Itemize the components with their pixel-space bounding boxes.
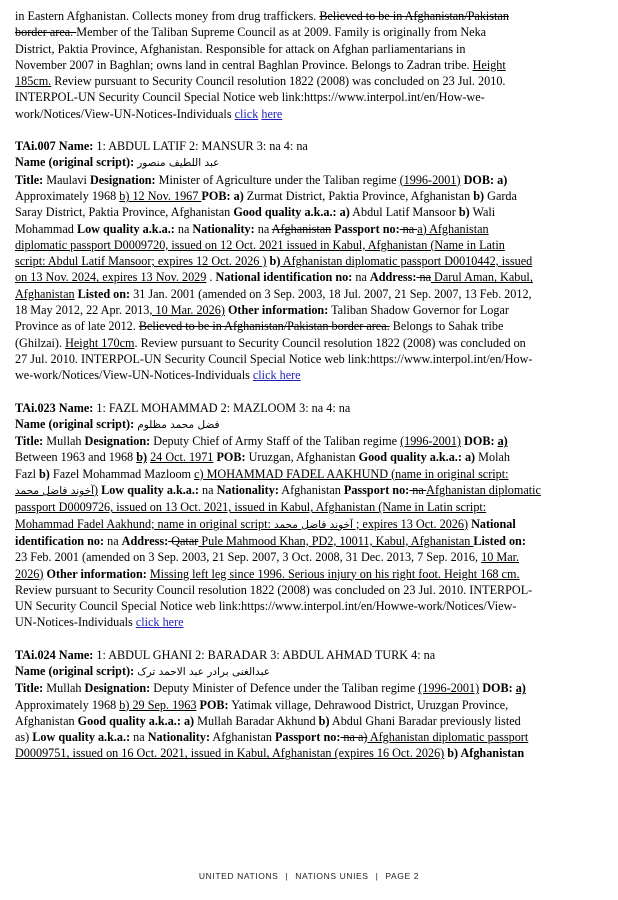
underlined-text: 2026) — [15, 566, 44, 581]
text: Yatimak village, Dehrawood District, Uruzgan Province, — [228, 697, 509, 712]
text-line — [15, 172, 613, 188]
label: Good quality a.k.a.: — [77, 713, 181, 728]
struck-text: na — [409, 483, 427, 498]
label: b) — [39, 466, 50, 481]
struck-text: na — [399, 221, 418, 236]
underlined-label: a) — [497, 434, 508, 449]
label: Designation: — [84, 681, 151, 696]
text: Taliban Shadow Governor for Logar — [328, 303, 509, 318]
entry-tai-023 — [15, 400, 613, 631]
click-link[interactable]: click — [234, 106, 259, 121]
text: Mullah — [43, 681, 85, 696]
text-line — [15, 73, 613, 89]
underlined-text: Mohammad Fadel Aakhund; name in original script: — [15, 516, 274, 531]
label: Name (original script): — [15, 416, 135, 431]
text-line — [15, 566, 613, 582]
page-number: PAGE 2 — [385, 871, 420, 881]
label: Listed on: — [74, 286, 131, 301]
text-line — [15, 729, 613, 745]
text-line: INTERPOL-UN Security Council Special Notice web link:https://www.interpol.int/en/How-we- — [15, 90, 485, 105]
name-value: 1: ABDUL GHANI 2: BARADAR 3: ABDUL AHMAD TURK 4: na — [93, 647, 436, 662]
label: Nationality: — [192, 221, 255, 236]
struck-text: Believed to be in Afghanistan/Pakistan — [319, 9, 509, 23]
text: na — [104, 533, 122, 548]
text: UN-Notices-Individuals — [15, 615, 136, 630]
struck-text: Afghanistan — [271, 221, 332, 236]
name-value: 1: FAZL MOHAMMAD 2: MAZLOOM 3: na 4: na — [93, 400, 351, 415]
label: Passport no: — [343, 483, 410, 498]
text-line — [15, 269, 613, 285]
label: National identification no: — [215, 270, 353, 285]
label: POB: — [196, 697, 229, 712]
text: Afghanistan — [278, 483, 344, 498]
text: Abdul Ghani Baradar previously listed — [329, 713, 521, 728]
text-line — [15, 24, 613, 40]
struck-text: Believed to be in Afghanistan/Pakistan border area. — [138, 319, 390, 334]
text-line — [15, 237, 613, 253]
text-line — [15, 253, 613, 269]
text-line — [15, 57, 613, 73]
text: Zurmat District, Paktia Province, Afghanistan — [243, 188, 474, 203]
text: Molah — [475, 450, 510, 465]
text: Deputy Chief of Army Staff of the Taliban regime — [150, 434, 401, 449]
label: a) — [336, 205, 350, 220]
label: Other information: — [43, 566, 147, 581]
text-line — [15, 745, 613, 761]
text: . Review pursuant to Security Council resolution 1822 (2008) was concluded on — [134, 335, 526, 350]
label: Name (original script): — [15, 663, 135, 678]
label: Good quality a.k.a.: — [358, 450, 462, 465]
original-script-name: عبد اللطیف منصور — [137, 157, 220, 170]
label: DOB: a) — [460, 172, 508, 187]
text-line — [15, 466, 613, 482]
text-line — [15, 549, 613, 565]
label: b) — [266, 254, 281, 269]
entry-tai-007 — [15, 138, 613, 383]
text: Abdul Latif Mansoor — [349, 205, 459, 220]
label: Passport no: — [331, 221, 400, 236]
label: a) — [180, 713, 195, 728]
text-line — [15, 663, 613, 680]
entry-heading — [15, 138, 613, 154]
entry-heading — [15, 647, 613, 663]
text-line: District, Paktia Province, Afghanistan. Responsible for attack on Afghan parliamentarians in — [15, 41, 466, 56]
text-line — [15, 106, 613, 122]
text-line — [15, 713, 613, 729]
underlined-text: Afghanistan diplomatic passport D0010442, issued — [280, 254, 533, 269]
original-script-name: فضل محمد مظلوم — [137, 418, 220, 431]
underlined-text: 24 Oct. 1971 — [150, 450, 214, 465]
underlined-text: b) 29 Sep. 1963 — [119, 697, 197, 712]
label: Address: — [369, 270, 417, 285]
text: Afghanistan — [15, 713, 78, 728]
page-footer — [0, 871, 618, 881]
text-line — [15, 335, 613, 351]
text: 18 May 2012, 22 Apr. 2013 — [15, 303, 150, 318]
text-line — [15, 318, 613, 334]
text: Fazel Mohammad Mazloom — [49, 466, 195, 481]
text: Mullah Baradar Akhund — [194, 713, 319, 728]
label: Listed on: — [473, 533, 526, 548]
underlined-text: c) MOHAMMAD FADEL AAKHUND (name in original script: — [194, 466, 509, 481]
label: National — [468, 516, 516, 531]
label: Low quality a.k.a.: — [76, 221, 175, 236]
label: Other information: — [224, 303, 329, 318]
label: Low quality a.k.a.: — [32, 730, 131, 745]
text: Uruzgan, Afghanistan — [245, 450, 359, 465]
underlined-text: (1996-2001) — [399, 172, 461, 187]
text: na — [130, 730, 148, 745]
text: Approximately 1968 — [15, 188, 120, 203]
label: Name: — [55, 647, 94, 662]
text: Maulavi — [43, 172, 90, 187]
text-line — [15, 286, 613, 302]
underlined-label: a) — [515, 681, 526, 696]
text-line — [15, 188, 613, 204]
original-script-name: آخوند فاضل محمد — [273, 518, 353, 531]
label: a) — [461, 450, 476, 465]
original-script-name: آخوند فاضل محمد — [15, 485, 95, 498]
footer-org-en: UNITED NATIONS — [198, 871, 279, 881]
label: Title: — [15, 681, 44, 696]
text: na — [174, 221, 193, 236]
label: Passport no: — [275, 730, 341, 745]
here-link[interactable]: here — [261, 106, 283, 121]
original-script-name: عبدالغنی برادر عبد الاحمد ترک — [137, 665, 271, 678]
text: (Ghilzai). — [15, 335, 66, 350]
text: 31 Jan. 2001 (amended on 3 Sep. 2003, 18 Jul. 2007, 21 Sep. 2007, 13 Feb. 2012, — [130, 286, 532, 301]
struck-text: na — [416, 270, 431, 285]
struck-text: Qatar — [168, 533, 199, 548]
click-here-link[interactable]: click here — [135, 615, 184, 630]
footer-org-fr: NATIONS UNIES — [295, 871, 369, 881]
text-line — [15, 367, 613, 383]
label: Title: — [15, 434, 44, 449]
underlined-text: passport D0009726, issued on 13 Oct. 2021, issued in Kabul, Afghanistan (Name in Latin script: — [15, 500, 487, 515]
text-line — [15, 204, 613, 220]
underlined-text: 10 Mar. — [481, 550, 520, 565]
underlined-text: Pule Mahmood Khan, PD2, 10011, Kabul, Afghanistan — [198, 533, 474, 548]
label: b) Afghanistan — [444, 746, 525, 761]
label: Name: — [55, 400, 94, 415]
text: na — [198, 483, 217, 498]
underlined-text: Height — [472, 57, 506, 72]
document-page — [15, 8, 613, 778]
text: Province as of late 2012. — [15, 319, 139, 334]
underlined-text: ; expires 13 Oct. 2026) — [352, 516, 469, 531]
underlined-text: diplomatic passport D0009720, issued on 12 Oct. 2021 issued in Kabul, Afghanistan (Name in Latin — [15, 237, 505, 252]
text: November 2007 in Baghlan; owns land in central Baghlan Province. Belongs to Zadran tribe. — [15, 57, 473, 72]
entry-id: TAi.007 — [15, 139, 56, 154]
underlined-text: Afghanistan — [15, 286, 75, 301]
text-line — [15, 533, 613, 549]
text-line — [15, 499, 613, 515]
entry-id: TAi.023 — [15, 400, 56, 415]
label: Nationality: — [147, 730, 211, 745]
underlined-label: b) — [136, 450, 148, 465]
label: Name: — [55, 139, 94, 154]
text-line — [15, 680, 613, 696]
underlined-text: Afghanistan diplomatic — [426, 483, 541, 498]
underlined-text: on 13 Nov. 2024, expires 13 Nov. 2029 — [15, 270, 207, 285]
label: Designation: — [84, 434, 151, 449]
label: DOB: — [461, 434, 498, 449]
underlined-text: Missing left leg since 1996. Serious injury on his right foot. Height 168 cm. — [149, 566, 520, 581]
text-line — [15, 302, 613, 318]
text: Deputy Minister of Defence under the Taliban regime — [150, 681, 419, 696]
text: Garda — [484, 188, 517, 203]
footer-divider: | — [285, 871, 289, 881]
footer-divider: | — [375, 871, 379, 881]
text-line — [15, 416, 613, 433]
text: in Eastern Afghanistan. Collects money from drug traffickers. — [15, 9, 320, 23]
underlined-text: a) Afghanistan — [417, 221, 489, 236]
label: Designation: — [89, 172, 156, 187]
text: na — [254, 221, 272, 236]
text: Belongs to Sahak tribe — [389, 319, 504, 334]
text: Approximately 1968 — [15, 697, 120, 712]
text-line — [15, 614, 613, 630]
text-line: 27 Jul. 2010. INTERPOL-UN Security Council Special Notice web link:https://www.interpol.int/en/How- — [15, 351, 533, 366]
text: Minister of Agriculture under the Taliban regime — [155, 172, 400, 187]
underlined-text: b) 12 Nov. 1967 — [119, 188, 202, 203]
underlined-text: script: Abdul Latif Mansoor; expires 12 Oct. 2026 ) — [15, 254, 267, 269]
text: Mohammad — [15, 221, 77, 236]
entry-tai-024 — [15, 647, 613, 762]
label: Good quality a.k.a.: — [233, 205, 337, 220]
text: work/Notices/View-UN-Notices-Individuals — [15, 106, 235, 121]
text-line: UN Security Council Special Notice web link:https://www.interpol.int/en/Howwe-work/Notices/View- — [15, 599, 517, 614]
struck-text: border area. — [15, 25, 77, 40]
underlined-text: D0009751, issued on 16 Oct. 2021, issued in Kabul, Afghanistan (expires 16 Oct. 2026) — [15, 746, 445, 761]
text-line — [15, 449, 613, 465]
entry-continuation — [15, 8, 613, 122]
text-line — [15, 433, 613, 449]
entry-heading — [15, 400, 613, 416]
label: Name (original script): — [15, 155, 135, 170]
text: Review pursuant to Security Council resolution 1822 (2008) was concluded on 23 Jul. 2010. — [51, 74, 506, 89]
label: b) — [458, 205, 470, 220]
text: Afghanistan — [210, 730, 276, 745]
name-value: 1: ABDUL LATIF 2: MANSUR 3: na 4: na — [93, 139, 308, 154]
text: Saray District, Paktia Province, Afghanistan — [15, 205, 234, 220]
underlined-text: Darul Aman, Kabul, — [430, 270, 533, 285]
struck-text: na a) — [340, 730, 368, 745]
text: Member of the Taliban Supreme Council as at 2009. Family is originally from Neka — [76, 25, 487, 40]
underlined-text: 185cm. — [15, 74, 52, 89]
text-line: Review pursuant to Security Council resolution 1822 (2008) was concluded on 23 Jul. 2010. INTERPOL- — [15, 582, 533, 597]
text: 23 Feb. 2001 (amended on 3 Sep. 2003, 21 Sep. 2007, 3 Oct. 2008, 31 Dec. 2013, 7 Sep. 2016, — [15, 550, 482, 565]
label: identification no: — [15, 533, 105, 548]
label: POB: — [201, 188, 231, 203]
underlined-text: Afghanistan diplomatic passport — [367, 730, 529, 745]
text: Wali — [469, 205, 496, 220]
click-here-link[interactable]: click here — [252, 368, 301, 383]
text-line — [15, 697, 613, 713]
underlined-text: Height 170cm — [65, 335, 135, 350]
label: DOB: — [479, 681, 516, 696]
label: Nationality: — [216, 483, 279, 498]
text: we-work/Notices/View-UN-Notices-Individuals — [15, 368, 253, 383]
label: Title: — [15, 172, 44, 187]
text-line — [15, 154, 613, 171]
label: POB: — [213, 450, 246, 465]
underlined-text: (1996-2001) — [418, 681, 480, 696]
label: Address: — [121, 533, 169, 548]
text-line — [15, 8, 613, 24]
text-line — [15, 221, 613, 237]
text-line — [15, 482, 613, 499]
text: Between 1963 and 1968 — [15, 450, 137, 465]
label: b) — [473, 188, 485, 203]
label: a) — [230, 188, 244, 203]
text: as) — [15, 730, 33, 745]
text: . — [206, 270, 216, 285]
text-line — [15, 516, 613, 533]
underlined-text: ) — [94, 483, 99, 498]
underlined-text: (1996-2001) — [400, 434, 461, 449]
text: Fazl — [15, 466, 40, 481]
label: Low quality a.k.a.: — [98, 483, 199, 498]
text: Mullah — [43, 434, 85, 449]
entry-id: TAi.024 — [15, 647, 56, 662]
text: na — [352, 270, 370, 285]
label: b) — [318, 713, 330, 728]
underlined-text: , 10 Mar. 2026) — [149, 303, 225, 318]
